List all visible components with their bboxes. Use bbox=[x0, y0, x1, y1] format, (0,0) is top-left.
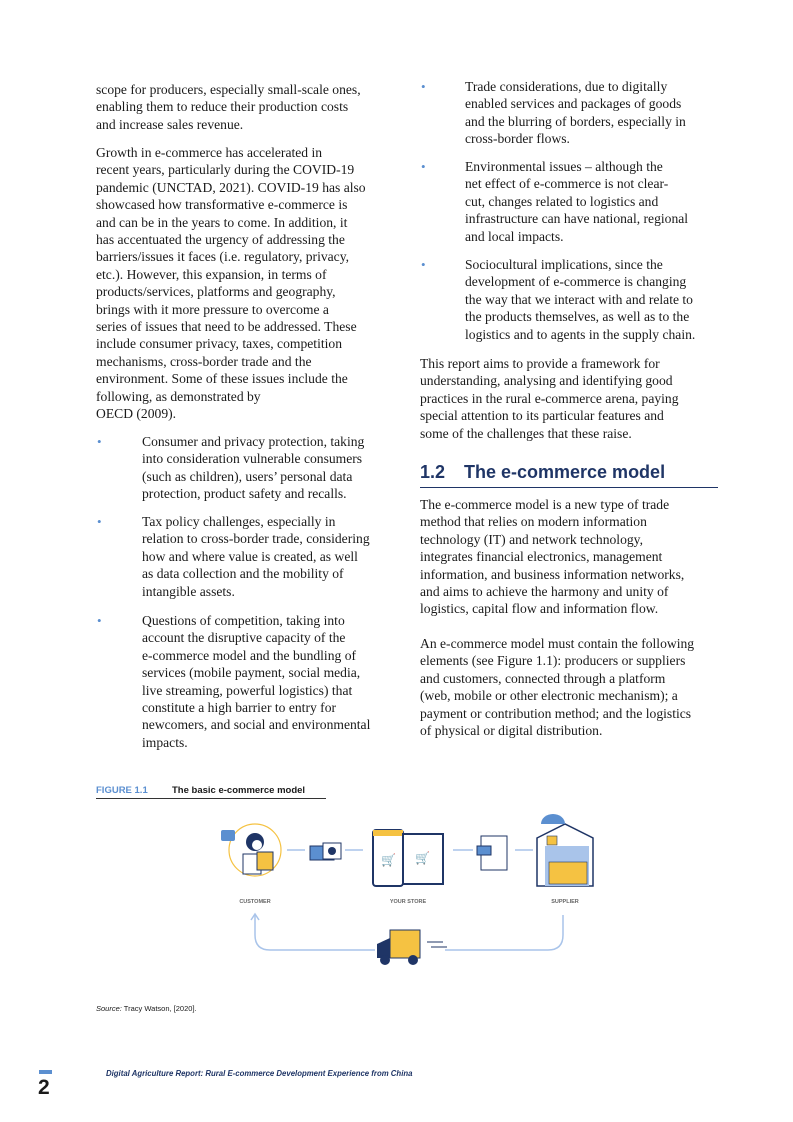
figure-title: The basic e-commerce model bbox=[172, 785, 306, 796]
figure-source bbox=[96, 1004, 197, 1013]
text-line: barriers/issues it faces (i.e. regulatory, privacy, bbox=[96, 249, 350, 265]
paragraph-model-definition bbox=[420, 496, 684, 618]
text-line: method that relies on modern information bbox=[420, 514, 647, 530]
text-line: This report aims to provide a framework for bbox=[420, 356, 660, 371]
svg-text:🛒: 🛒 bbox=[381, 853, 396, 867]
text-line: as data collection and the mobility of bbox=[142, 566, 344, 582]
online-store-icon bbox=[373, 830, 443, 886]
running-footer-title: Digital Agriculture Report: Rural E-commerce Development Experience from China bbox=[106, 1069, 413, 1078]
paragraph-growth bbox=[96, 144, 366, 423]
text-line: account the disruptive capacity of the bbox=[142, 630, 346, 646]
figure-caption bbox=[96, 785, 326, 799]
text-line: newcomers, and social and environmental bbox=[142, 717, 371, 733]
text-line: brings with it more pressure to overcome a bbox=[96, 301, 329, 317]
bullet-marker: • bbox=[97, 613, 102, 628]
text-line: the products themselves, as well as to the bbox=[465, 309, 690, 325]
text-line: recent years, particularly during the COVID-19 bbox=[96, 162, 355, 178]
text-line: cross-border flows. bbox=[465, 131, 570, 147]
text-line: logistics, capital flow and information flow. bbox=[420, 601, 659, 617]
bullet-marker: • bbox=[421, 79, 426, 94]
section-title: The e-commerce model bbox=[464, 462, 666, 482]
bullet-trade bbox=[465, 78, 686, 148]
text-line: intangible assets. bbox=[142, 583, 235, 599]
text-line: logistics and to agents in the supply chain. bbox=[465, 326, 696, 342]
text-line: relation to cross-border trade, considering bbox=[142, 531, 370, 547]
ecommerce-model-diagram bbox=[215, 810, 595, 975]
bullet-sociocultural bbox=[465, 256, 695, 343]
text-line: understanding, analysing and identifying good bbox=[420, 373, 673, 389]
section-number: 1.2 bbox=[420, 462, 446, 482]
bullet-consumer-privacy bbox=[142, 433, 364, 503]
text-line: Questions of competition, taking into bbox=[142, 613, 345, 628]
text-line: integrates financial electronics, management bbox=[420, 549, 663, 565]
bullet-tax-policy bbox=[142, 513, 370, 600]
text-line: Growth in e-commerce has accelerated in bbox=[96, 145, 323, 160]
paragraph-report-aims bbox=[420, 355, 679, 442]
text-line: and aims to achieve the harmony and unity of bbox=[420, 584, 669, 600]
text-line: mechanisms, cross-border trade and the bbox=[96, 353, 312, 369]
text-line: showcased how transformative e-commerce is bbox=[96, 197, 348, 213]
text-line: and customers, connected through a platform bbox=[420, 670, 666, 686]
text-line: pandemic (UNCTAD, 2021). COVID-19 has also bbox=[96, 179, 366, 195]
label-supplier: SUPPLIER bbox=[551, 899, 579, 905]
bullet-marker: • bbox=[421, 257, 426, 272]
bullet-marker: • bbox=[97, 434, 102, 449]
text-line: development of e-commerce is changing bbox=[465, 274, 687, 290]
text-line: constitute a high barrier to entry for bbox=[142, 700, 337, 716]
page-number-accent bbox=[39, 1070, 52, 1074]
text-line: and increase sales revenue. bbox=[96, 116, 244, 132]
text-line: Tax policy challenges, especially in bbox=[142, 514, 336, 529]
text-line: Consumer and privacy protection, taking bbox=[142, 434, 365, 449]
text-line: Trade considerations, due to digitally bbox=[465, 79, 668, 94]
bullet-marker: • bbox=[97, 514, 102, 529]
text-line: enabled services and packages of goods bbox=[465, 96, 682, 112]
text-line: following, as demonstrated by bbox=[96, 388, 261, 404]
text-line: how and where value is created, as well bbox=[142, 548, 358, 564]
text-line: An e-commerce model must contain the following bbox=[420, 636, 695, 651]
text-line: elements (see Figure 1.1): producers or suppliers bbox=[420, 653, 686, 669]
label-customer: CUSTOMER bbox=[239, 899, 271, 905]
supplier-warehouse-icon bbox=[537, 814, 593, 886]
text-line: Sociocultural implications, since the bbox=[465, 257, 663, 272]
text-line: practices in the rural e-commerce arena, paying bbox=[420, 390, 679, 406]
text-line: special attention to its particular features and bbox=[420, 408, 664, 424]
svg-text:🛒: 🛒 bbox=[415, 851, 430, 865]
text-line: cut, changes related to logistics and bbox=[465, 193, 659, 209]
text-line: (such as children), users’ personal data bbox=[142, 468, 353, 484]
text-line: net effect of e-commerce is not clear- bbox=[465, 176, 669, 192]
text-line: scope for producers, especially small-scale ones, bbox=[96, 82, 361, 97]
text-line: series of issues that need to be addressed. These bbox=[96, 319, 357, 335]
text-line: services (mobile payment, social media, bbox=[142, 665, 361, 681]
text-line: enabling them to reduce their production costs bbox=[96, 99, 349, 115]
text-line: impacts. bbox=[142, 734, 188, 750]
payment-card-icon bbox=[310, 843, 341, 860]
text-line: payment or contribution method; and the logistics bbox=[420, 705, 692, 721]
text-line: e-commerce model and the bundling of bbox=[142, 647, 357, 663]
text-line: and the blurring of borders, especially in bbox=[465, 113, 686, 129]
text-line: The e-commerce model is a new type of trade bbox=[420, 497, 670, 512]
text-line: the way that we interact with and relate to bbox=[465, 291, 693, 307]
paragraph-intro-continued bbox=[96, 81, 361, 133]
delivery-truck-icon bbox=[377, 930, 447, 965]
customer-icon bbox=[221, 824, 281, 876]
text-line: of physical or digital distribution. bbox=[420, 723, 603, 739]
text-line: etc.). However, this expansion, in terms of bbox=[96, 266, 327, 282]
text-line: OECD (2009). bbox=[96, 406, 177, 422]
text-line: products/services, platforms and geography, bbox=[96, 284, 336, 300]
bullet-environmental bbox=[465, 158, 688, 245]
page-number: 2 bbox=[38, 1076, 50, 1099]
text-line: infrastructure can have national, regional bbox=[465, 211, 689, 227]
label-your-store: YOUR STORE bbox=[389, 899, 427, 905]
text-line: into consideration vulnerable consumers bbox=[142, 451, 363, 467]
text-line: include consumer privacy, taxes, competition bbox=[96, 336, 342, 352]
bullet-competition bbox=[142, 612, 370, 751]
text-line: Environmental issues – although the bbox=[465, 159, 663, 174]
text-line: (web, mobile or other electronic mechanism); a bbox=[420, 688, 678, 704]
bullet-marker: • bbox=[421, 159, 426, 174]
text-line: environment. Some of these issues include the bbox=[96, 371, 348, 387]
figure-number: FIGURE 1.1 bbox=[96, 785, 148, 796]
order-clipboard-icon bbox=[477, 836, 507, 870]
source-label: Source: bbox=[96, 1004, 122, 1013]
text-line: and local impacts. bbox=[465, 228, 564, 244]
text-line: information, and business information networks, bbox=[420, 566, 685, 582]
text-line: technology (IT) and network technology, bbox=[420, 531, 643, 547]
text-line: some of the challenges that these raise. bbox=[420, 425, 632, 441]
text-line: protection, product safety and recalls. bbox=[142, 486, 347, 502]
section-heading bbox=[420, 462, 718, 488]
text-line: has accentuated the urgency of addressing the bbox=[96, 232, 345, 248]
text-line: live streaming, powerful logistics) that bbox=[142, 682, 353, 698]
source-text: Tracy Watson, [2020]. bbox=[121, 1004, 197, 1013]
text-line: and can be in the years to come. In addition, it bbox=[96, 214, 348, 230]
paragraph-model-elements bbox=[420, 635, 694, 739]
